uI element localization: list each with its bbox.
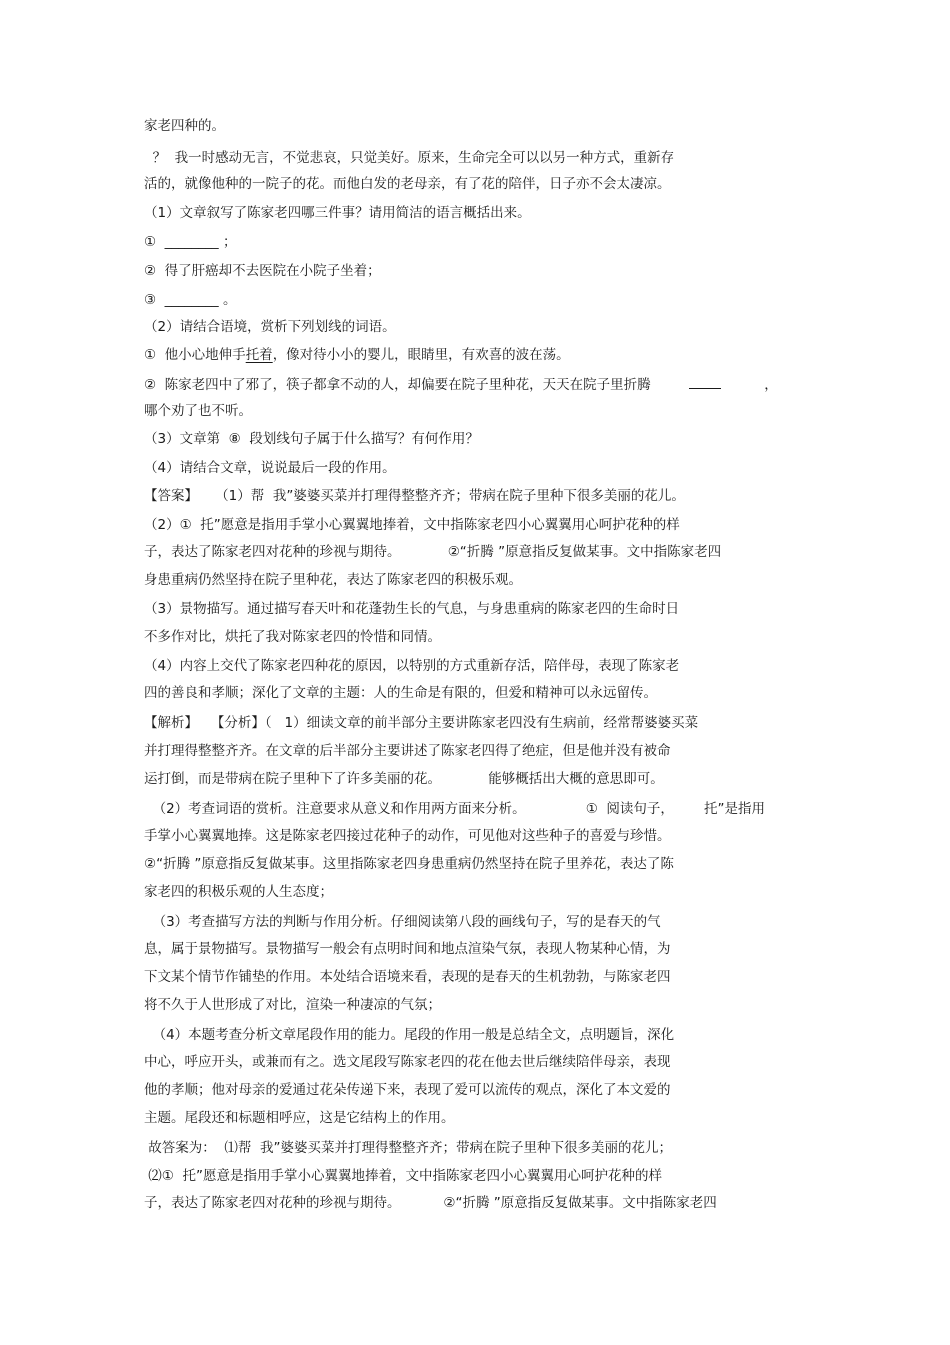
answer-heading: 【答案】 （1）帮 我”婆婆买菜并打理得整整齐齐；带病在院子里种下很多美丽的花儿。 bbox=[144, 488, 685, 504]
q2-item-1 bbox=[144, 346, 570, 364]
text-line: （2）考查词语的赏析。注意要求从意义和作用两方面来分析。 ① 阅读句子， 托”是指用 bbox=[144, 801, 765, 817]
underlined-blank bbox=[689, 376, 721, 389]
text-line: 中心，呼应开头，或兼而有之。选文尾段写陈家老四的花在他去世后继续陪伴母亲，表现 bbox=[144, 1054, 671, 1070]
text-line: ② 得了肝癌却不去医院在小院子坐着； bbox=[144, 263, 381, 279]
analysis-heading: 【解析】 【分析】（ 1）细读文章的前半部分主要讲陈家老四没有生病前，经常帮婆婆买菜 bbox=[144, 715, 699, 731]
text-line: ②“折腾 ”原意指反复做某事。这里指陈家老四身患重病仍然坚持在院子里养花，表达了陈 bbox=[144, 856, 674, 872]
q2-item-1-suffix: ，像对待小小的婴儿，眼睛里，有欢喜的波在荡。 bbox=[272, 347, 570, 363]
text-line: 下文某个情节作铺垫的作用。本处结合语境来看，表现的是春天的生机勃勃，与陈家老四 bbox=[144, 969, 671, 985]
text-line: 家老四的积极乐观的人生态度； bbox=[144, 884, 333, 900]
question-2: （2）请结合语境，赏析下列划线的词语。 bbox=[144, 319, 396, 335]
text-line: 身患重病仍然坚持在院子里种花，表达了陈家老四的积极乐观。 bbox=[144, 572, 522, 588]
text-line: （2）① 托”愿意是指用手掌小心翼翼地捧着，文中指陈家老四小心翼翼用心呵护花种的样 bbox=[144, 517, 680, 533]
text-line: 并打理得整整齐齐。在文章的后半部分主要讲述了陈家老四得了绝症，但是他并没有被命 bbox=[144, 743, 671, 759]
question-1: （1）文章叙写了陈家老四哪三件事？请用简洁的语言概括出来。 bbox=[144, 205, 531, 221]
underlined-word-tuo: 托着 bbox=[245, 347, 273, 363]
text-line: 哪个劝了也不听。 bbox=[144, 403, 252, 419]
text-line: ⑵① 托”愿意是指用手掌小心翼翼地捧着，文中指陈家老四小心翼翼用心呵护花种的样 bbox=[144, 1168, 662, 1184]
text-line: （4）本题考查分析文章尾段作用的能力。尾段的作用一般是总结全文，点明题旨，深化 bbox=[144, 1027, 675, 1043]
q2-item-1-prefix: ① 他小心地伸手 bbox=[144, 347, 246, 363]
question-3: （3）文章第 ⑧ 段划线句子属于什么描写？有何作用？ bbox=[144, 431, 479, 447]
text-line: ？ 我一时感动无言，不觉悲哀，只觉美好。原来，生命完全可以以另一种方式，重新存 bbox=[144, 150, 675, 166]
text-line: 家老四种的。 bbox=[144, 118, 225, 134]
question-4: （4）请结合文章，说说最后一段的作用。 bbox=[144, 460, 396, 476]
text-line: 主题。尾段还和标题相呼应，这是它结构上的作用。 bbox=[144, 1110, 455, 1126]
text-line: 活的，就像他种的一院子的花。而他白发的老母亲，有了花的陪伴，日子亦不会太凄凉。 bbox=[144, 176, 671, 192]
text-line: （3）景物描写。通过描写春天叶和花蓬勃生长的气息，与身患重病的陈家老四的生命时日 bbox=[144, 601, 680, 617]
text-line: 四的善良和孝顺；深化了文章的主题：人的生命是有限的，但爱和精神可以永远留传。 bbox=[144, 685, 657, 701]
q2-item-2-suffix: ， bbox=[721, 377, 778, 393]
text-line: 息，属于景物描写。景物描写一般会有点明时间和地点渲染气氛，表现人物某种心情，为 bbox=[144, 941, 671, 957]
answer-blank-1: ① ________ ； bbox=[144, 234, 237, 250]
text-line: 他的孝顺；他对母亲的爱通过花朵传递下来，表现了爱可以流传的观点，深化了本文爱的 bbox=[144, 1082, 671, 1098]
final-answer: 故答案为： ⑴帮 我”婆婆买菜并打理得整整齐齐；带病在院子里种下很多美丽的花儿； bbox=[144, 1140, 672, 1156]
text-line: 将不久于人世形成了对比，渲染一种凄凉的气氛； bbox=[144, 997, 441, 1013]
text-line: 不多作对比，烘托了我对陈家老四的怜惜和同情。 bbox=[144, 629, 441, 645]
text-line: 手掌小心翼翼地捧。这是陈家老四接过花种子的动作，可见他对这些种子的喜爱与珍惜。 bbox=[144, 828, 671, 844]
text-line: 子，表达了陈家老四对花种的珍视与期待。 ②“折腾 ”原意指反复做某事。文中指陈家老四 bbox=[144, 544, 722, 560]
answer-blank-3: ③ ________ 。 bbox=[144, 292, 237, 308]
text-line: 子，表达了陈家老四对花种的珍视与期待。 ②“折腾 ”原意指反复做某事。文中指陈家老四 bbox=[144, 1195, 717, 1211]
text-line: 运打倒，而是带病在院子里种下了许多美丽的花。 能够概括出大概的意思即可。 bbox=[144, 771, 664, 787]
q2-item-2-prefix: ② 陈家老四中了邪了，筷子都拿不动的人，却偏要在院子里种花，天天在院子里折腾 bbox=[144, 377, 651, 393]
text-line: （3）考查描写方法的判断与作用分析。仔细阅读第八段的画线句子，写的是春天的气 bbox=[144, 914, 661, 930]
text-line: （4）内容上交代了陈家老四种花的原因，以特别的方式重新存活，陪伴母，表现了陈家老 bbox=[144, 658, 680, 674]
q2-item-2 bbox=[144, 376, 778, 394]
